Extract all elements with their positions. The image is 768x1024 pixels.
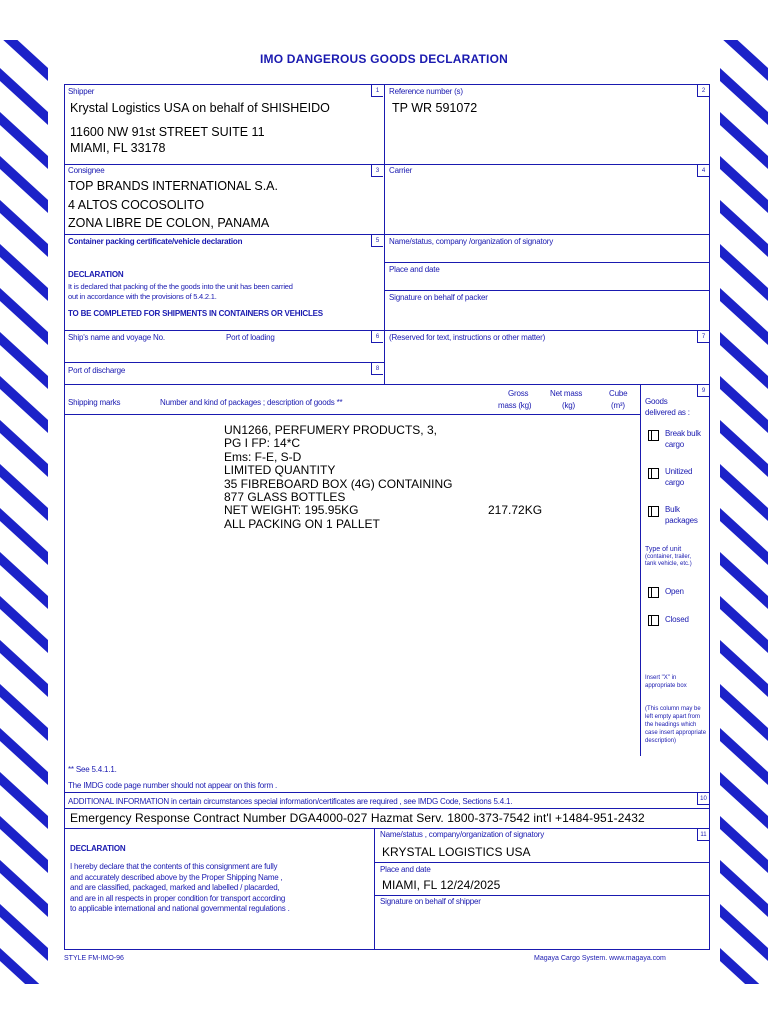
box-number: 5 xyxy=(371,235,383,247)
column-note-4: case insert appropriate xyxy=(645,730,707,736)
type-unit-label-3: tank vehicle, etc.) xyxy=(645,561,692,567)
box-number: 6 xyxy=(371,331,383,343)
column-note-2: left empty apart from xyxy=(645,714,701,720)
hazard-stripe-band xyxy=(720,904,768,961)
footer-style-code: STYLE FM-IMO-96 xyxy=(64,955,124,962)
box-number: 4 xyxy=(697,165,709,177)
container-declaration-text1: It is declared that packing of the the goods into the unit has been carried xyxy=(68,282,293,291)
reference-label: Reference number (s) xyxy=(389,87,463,96)
hazard-stripe-left xyxy=(0,40,48,984)
box-number: 7 xyxy=(697,331,709,343)
shipper-line3: MIAMI, FL 33178 xyxy=(70,141,166,155)
unitized-label-1: Unitized xyxy=(665,467,693,476)
signatory11-place-label: Place and date xyxy=(380,865,431,874)
declaration-line: to applicable international and national governmental regulations . xyxy=(70,904,290,913)
ship-voyage-label: Ship's name and voyage No. xyxy=(68,333,165,342)
hazard-stripe-band xyxy=(0,552,48,609)
declaration-line: and accurately described above by the Proper Shipping Name , xyxy=(70,872,283,882)
signatory11-place-value: MIAMI, FL 12/24/2025 xyxy=(382,878,501,892)
goods-line: Ems: F-E, S-D xyxy=(224,449,302,464)
hazard-stripe-band xyxy=(720,376,768,433)
hazard-stripe-band xyxy=(0,332,48,389)
hazard-stripe-band xyxy=(720,772,768,829)
unitized-checkbox[interactable] xyxy=(648,468,659,479)
column-note-1: (This column may be xyxy=(645,706,701,712)
consignee-line1: TOP BRANDS INTERNATIONAL S.A. xyxy=(68,179,278,193)
hazard-stripe-band xyxy=(720,420,768,477)
hazard-stripe-band xyxy=(720,640,768,697)
box-number: 10 xyxy=(697,793,709,805)
goods-line: UN1266, PERFUMERY PRODUCTS, 3, xyxy=(224,423,437,437)
container-declaration-title: DECLARATION xyxy=(68,270,124,279)
footer-vendor: Magaya Cargo System. www.magaya.com xyxy=(534,955,666,962)
unitized-label-2: cargo xyxy=(665,478,685,487)
type-unit-label-1: Type of unit xyxy=(645,546,682,553)
net-label-2: (kg) xyxy=(562,401,575,410)
goods-line: ALL PACKING ON 1 PALLET xyxy=(224,516,380,531)
gross-mass-value: 217.72KG xyxy=(488,503,543,517)
signatory6-place-label: Place and date xyxy=(389,265,440,274)
box-number: 3 xyxy=(371,165,383,177)
reference-value: TP WR 591072 xyxy=(392,101,478,115)
declaration-line: I hereby declare that the contents of this consignment are fully xyxy=(70,862,278,871)
hazard-stripe-band xyxy=(0,420,48,477)
additional-info-label: ADDITIONAL INFORMATION in certain circumstances special information/certificates are required , see IMDG Code, Sections 5.4.1. xyxy=(68,797,513,806)
hazard-stripe-band xyxy=(0,464,48,521)
hazard-stripe-band xyxy=(0,156,48,213)
port-discharge-label: Port of discharge xyxy=(68,366,126,375)
consignee-line2: 4 ALTOS COCOSOLITO xyxy=(68,198,205,212)
shipper-label: Shipper xyxy=(68,87,95,96)
shipper-line1: Krystal Logistics USA on behalf of SHISHEIDO xyxy=(70,101,330,115)
delivered-label-2: delivered as : xyxy=(645,408,690,417)
signatory11-name-label: Name/status , company/organization of signatory xyxy=(380,830,545,839)
hazard-stripe-band xyxy=(0,640,48,697)
hazard-stripe-band xyxy=(0,816,48,873)
type-unit-label-2: (container, trailer, xyxy=(645,554,692,560)
cube-label-2: (m³) xyxy=(611,401,625,410)
gross-label-1: Gross xyxy=(508,389,529,398)
box-number: 9 xyxy=(697,385,709,397)
break-bulk-checkbox[interactable] xyxy=(648,430,659,441)
hazard-stripe-band xyxy=(720,508,768,565)
hazard-stripe-band xyxy=(0,904,48,961)
hazard-stripe-band xyxy=(720,596,768,653)
signatory6-name-label: Name/status, company /organization of signatory xyxy=(389,237,554,246)
goods-line: PG I FP: 14*C xyxy=(224,436,301,451)
goods-line: 877 GLASS BOTTLES xyxy=(224,490,346,504)
delivered-label-1: Goods xyxy=(645,397,668,406)
hazard-stripe-band xyxy=(720,860,768,917)
hazard-stripe-band xyxy=(720,112,768,169)
declaration-line: and are in all respects in proper condition for transport according xyxy=(70,893,286,903)
hazard-stripe-band xyxy=(0,596,48,653)
box-number: 2 xyxy=(697,85,709,97)
hazard-stripe-band xyxy=(720,156,768,213)
consignee-label: Consignee xyxy=(68,166,105,175)
container-complete-note: TO BE COMPLETED FOR SHIPMENTS IN CONTAINERS OR VEHICLES xyxy=(68,309,323,318)
open-label: Open xyxy=(665,587,684,596)
goods-line: LIMITED QUANTITY xyxy=(224,463,336,478)
emergency-contact: Emergency Response Contract Number DGA4000-027 Hazmat Serv. 1800-373-7542 int'l +1484-951-2432 xyxy=(70,811,645,825)
container-label: Container packing certificate/vehicle declaration xyxy=(68,237,243,246)
hazard-stripe-band xyxy=(0,112,48,169)
hazard-stripe-band xyxy=(720,464,768,521)
hazard-stripe-band xyxy=(720,288,768,345)
insert-x-note-1: Insert "X" in xyxy=(645,675,677,681)
net-label-1: Net mass xyxy=(550,389,583,398)
bulk-checkbox[interactable] xyxy=(648,506,659,517)
hazard-stripe-band xyxy=(720,684,768,741)
hazard-stripe-band xyxy=(0,728,48,785)
hazard-stripe-band xyxy=(720,68,768,125)
hazard-stripe-band xyxy=(720,200,768,257)
closed-label: Closed xyxy=(665,615,689,624)
carrier-label: Carrier xyxy=(389,166,413,175)
insert-x-note-2: appropriate box xyxy=(645,683,687,689)
cube-label-1: Cube xyxy=(609,389,628,398)
hazard-stripe-band xyxy=(0,508,48,565)
break-bulk-label-1: Break bulk xyxy=(665,429,701,438)
consignee-line3: ZONA LIBRE DE COLON, PANAMA xyxy=(68,216,270,230)
hazard-stripe-band xyxy=(720,332,768,389)
bulk-label-1: Bulk xyxy=(665,505,680,514)
break-bulk-label-2: cargo xyxy=(665,440,685,449)
declaration-line: and are classified, packaged, marked and labelled / placarded, xyxy=(70,883,280,892)
closed-checkbox[interactable] xyxy=(648,615,659,626)
reserved-label: (Reserved for text, instructions or other matter) xyxy=(389,333,546,342)
hazard-stripe-band xyxy=(0,68,48,125)
open-checkbox[interactable] xyxy=(648,587,659,598)
signatory11-sign-label: Signature on behalf of shipper xyxy=(380,897,481,906)
goods-line: 35 FIBREBOARD BOX (4G) CONTAINING xyxy=(224,476,453,491)
gross-label-2: mass (kg) xyxy=(498,401,532,410)
container-declaration-text2: out in accordance with the provisions of 5.4.2.1. xyxy=(68,292,217,301)
signatory11-name-value: KRYSTAL LOGISTICS USA xyxy=(382,845,531,859)
hazard-stripe-band xyxy=(720,552,768,609)
declaration-title: DECLARATION xyxy=(70,844,126,853)
hazard-stripe-band xyxy=(0,860,48,917)
hazard-stripe-band xyxy=(0,244,48,301)
hazard-stripe-band xyxy=(720,244,768,301)
see-note: ** See 5.4.1.1. xyxy=(68,765,117,774)
shipping-marks-label: Shipping marks xyxy=(68,398,121,407)
hazard-stripe-band xyxy=(0,288,48,345)
port-loading-label: Port of loading xyxy=(226,333,275,342)
hazard-stripe-band xyxy=(0,376,48,433)
packages-label: Number and kind of packages ; description of goods ** xyxy=(160,398,343,407)
goods-line: NET WEIGHT: 195.95KG xyxy=(224,503,359,518)
box-number: 11 xyxy=(697,829,709,841)
column-note-5: description) xyxy=(645,738,677,744)
hazard-stripe-band xyxy=(0,200,48,257)
signatory6-sign-label: Signature on behalf of packer xyxy=(389,293,488,302)
hazard-stripe-band xyxy=(0,684,48,741)
bulk-label-2: packages xyxy=(665,516,698,525)
hazard-stripe-band xyxy=(720,816,768,873)
column-note-3: the headings which xyxy=(645,722,697,728)
form-title: IMO DANGEROUS GOODS DECLARATION xyxy=(260,52,508,66)
hazard-stripe-band xyxy=(720,728,768,785)
imdg-note: The IMDG code page number should not appear on this form . xyxy=(68,781,277,790)
box-number: 1 xyxy=(371,85,383,97)
hazard-stripe-band xyxy=(0,772,48,829)
box-number: 8 xyxy=(371,363,383,375)
shipper-line2: 11600 NW 91st STREET SUITE 11 xyxy=(70,125,265,139)
hazard-stripe-right xyxy=(720,40,768,984)
